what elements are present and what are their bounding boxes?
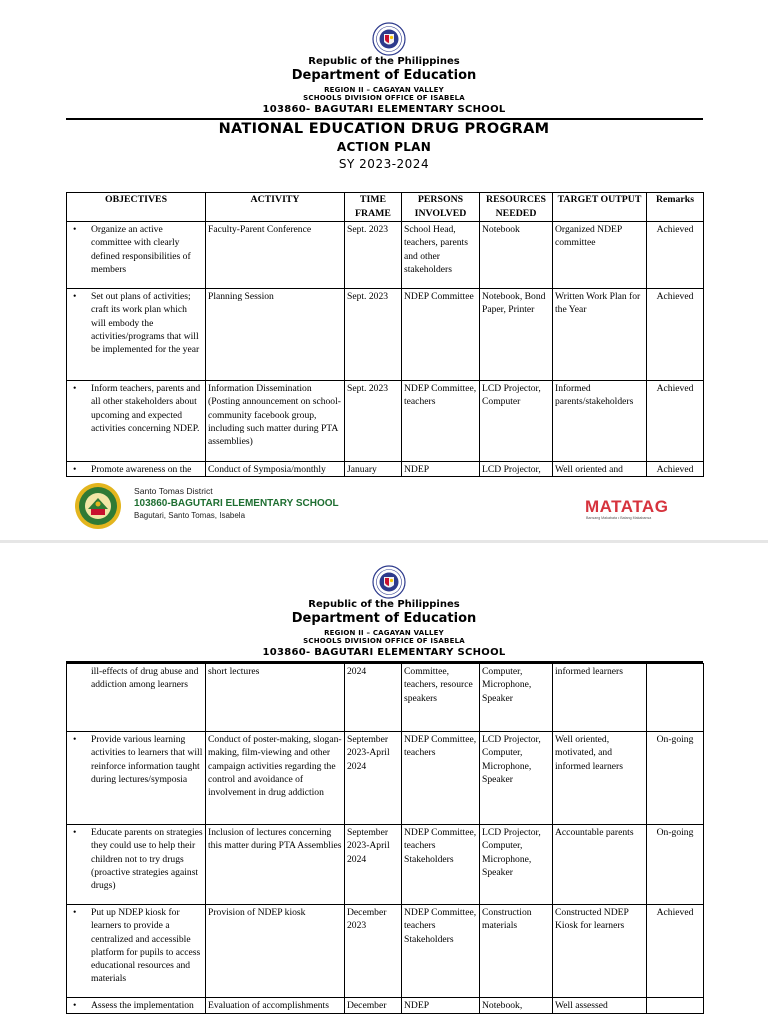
bullet-icon: • xyxy=(73,734,77,745)
cell-target: Organized NDEP committee xyxy=(553,222,647,289)
header-resources: RESOURCES NEEDED xyxy=(480,193,553,222)
cell-time: Sept. 2023 xyxy=(345,381,402,462)
cell-objective: • Inform teachers, parents and all other stakeholders about upcoming and expected activities concerning NDEP. xyxy=(67,381,206,462)
doc-title-program: NATIONAL EDUCATION DRUG PROGRAM xyxy=(218,121,550,137)
header-region: REGION II – CAGAYAN VALLEY xyxy=(324,629,444,637)
cell-activity: Faculty-Parent Conference xyxy=(206,222,345,289)
cell-activity: Information Dissemination (Posting announcement on school-community facebook group, including such matter during PTA assemblies) xyxy=(206,381,345,462)
cell-objective: • Organize an active committee with clearly defined responsibilities of members xyxy=(67,222,206,289)
bullet-icon: • xyxy=(73,464,77,475)
cell-remarks: Achieved xyxy=(647,462,704,477)
bullet-icon: • xyxy=(73,224,77,235)
cell-persons: Committee, teachers, resource speakers xyxy=(402,664,480,732)
cell-remarks xyxy=(647,998,704,1014)
cell-target: Well assessed xyxy=(553,998,647,1014)
doc-title-plan: ACTION PLAN xyxy=(336,140,432,154)
cell-activity: short lectures xyxy=(206,664,345,732)
table-row xyxy=(67,732,704,825)
cell-persons: NDEP Committee, teachers Stakeholders xyxy=(402,905,480,998)
cell-time: September 2023-April 2024 xyxy=(345,732,402,825)
cell-persons: NDEP Committee, teachers xyxy=(402,732,480,825)
cell-remarks: On-going xyxy=(647,732,704,825)
cell-objective: • Provide various learning activities to learners that will reinforce information taught during lectures/symposia xyxy=(67,732,206,825)
matatag-tagline: Bansang Makabata • Batang Makabansa xyxy=(586,516,652,520)
cell-target: Constructed NDEP Kiosk for learners xyxy=(553,905,647,998)
footer-school: 103860-BAGUTARI ELEMENTARY SCHOOL xyxy=(134,498,339,509)
header-republic: Republic of the Philippines xyxy=(308,599,460,610)
cell-activity: Provision of NDEP kiosk xyxy=(206,905,345,998)
cell-target: informed learners xyxy=(553,664,647,732)
header-rule xyxy=(66,118,703,120)
action-plan-table-page1 xyxy=(66,192,704,477)
table-row xyxy=(67,998,704,1014)
header-division: SCHOOLS DIVISION OFFICE OF ISABELA xyxy=(303,94,465,102)
bullet-icon: • xyxy=(73,383,77,394)
header-remarks: Remarks xyxy=(647,193,704,222)
bullet-icon: • xyxy=(73,827,77,838)
cell-persons: School Head, teachers, parents and other stakeholders xyxy=(402,222,480,289)
header-objectives: OBJECTIVES xyxy=(67,193,206,222)
cell-remarks xyxy=(647,664,704,732)
doc-title-sy: SY 2023-2024 xyxy=(338,157,430,171)
cell-resources: Notebook, Bond Paper, Printer xyxy=(480,289,553,381)
cell-resources: Computer, Microphone, Speaker xyxy=(480,664,553,732)
cell-target: Well oriented and xyxy=(553,462,647,477)
cell-time: January xyxy=(345,462,402,477)
cell-objective: ill-effects of drug abuse and addiction among learners xyxy=(67,664,206,732)
header-time-frame: TIME FRAME xyxy=(345,193,402,222)
cell-activity: Conduct of Symposia/monthly xyxy=(206,462,345,477)
cell-target: Well oriented, motivated, and informed learners xyxy=(553,732,647,825)
cell-resources: LCD Projector, xyxy=(480,462,553,477)
cell-objective: • Promote awareness on the xyxy=(67,462,206,477)
header-republic: Republic of the Philippines xyxy=(308,56,460,67)
bullet-icon: • xyxy=(73,907,77,918)
cell-resources: Notebook, xyxy=(480,998,553,1014)
cell-target: Informed parents/stakeholders xyxy=(553,381,647,462)
table-row xyxy=(67,222,704,289)
cell-activity: Planning Session xyxy=(206,289,345,381)
header-school: 103860- BAGUTARI ELEMENTARY SCHOOL xyxy=(262,104,506,115)
table-row xyxy=(67,381,704,462)
document-page-2 xyxy=(0,543,768,1024)
header-division: SCHOOLS DIVISION OFFICE OF ISABELA xyxy=(303,637,465,645)
cell-remarks: Achieved xyxy=(647,905,704,998)
header-persons: PERSONS INVOLVED xyxy=(402,193,480,222)
cell-time: 2024 xyxy=(345,664,402,732)
cell-objective: • Educate parents on strategies they could use to help their children not to try drugs (proactive strategies against drugs) xyxy=(67,825,206,905)
cell-objective: • Put up NDEP kiosk for learners to provide a centralized and accessible platform for pupils to access educational resources and materials xyxy=(67,905,206,998)
cell-time: December xyxy=(345,998,402,1014)
cell-objective: • Set out plans of activities; craft its work plan which will embody the activities/programs that will be implemented for the year xyxy=(67,289,206,381)
cell-remarks: Achieved xyxy=(647,222,704,289)
deped-seal-icon xyxy=(372,22,406,56)
deped-seal-icon xyxy=(372,565,406,599)
action-plan-table-page2 xyxy=(66,663,704,1014)
cell-resources: Construction materials xyxy=(480,905,553,998)
table-row xyxy=(67,462,704,477)
header-target: TARGET OUTPUT xyxy=(553,193,647,222)
footer-district: Santo Tomas District xyxy=(134,486,213,496)
cell-activity: Inclusion of lectures concerning this matter during PTA Assemblies xyxy=(206,825,345,905)
header-school: 103860- BAGUTARI ELEMENTARY SCHOOL xyxy=(262,647,506,658)
cell-persons: NDEP xyxy=(402,998,480,1014)
cell-resources: LCD Projector, Computer xyxy=(480,381,553,462)
cell-resources: LCD Projector, Computer, Microphone, Speaker xyxy=(480,825,553,905)
cell-time: Sept. 2023 xyxy=(345,222,402,289)
cell-time: Sept. 2023 xyxy=(345,289,402,381)
table-row xyxy=(67,905,704,998)
cell-remarks: On-going xyxy=(647,825,704,905)
cell-persons: NDEP Committee, teachers xyxy=(402,381,480,462)
cell-resources: Notebook xyxy=(480,222,553,289)
cell-activity: Evaluation of accomplishments xyxy=(206,998,345,1014)
header-department: Department of Education xyxy=(291,611,477,626)
cell-persons: NDEP Committee xyxy=(402,289,480,381)
school-logo-icon xyxy=(74,482,122,530)
matatag-logo: MATATAG xyxy=(585,497,669,516)
bullet-icon: • xyxy=(73,1000,77,1011)
bullet-icon: • xyxy=(73,291,77,302)
cell-objective: • Assess the implementation xyxy=(67,998,206,1014)
cell-target: Accountable parents xyxy=(553,825,647,905)
cell-time: September 2023-April 2024 xyxy=(345,825,402,905)
cell-persons: NDEP xyxy=(402,462,480,477)
table-header-row xyxy=(67,193,704,222)
table-row xyxy=(67,825,704,905)
header-department: Department of Education xyxy=(291,68,477,83)
footer-address: Bagutari, Santo Tomas, Isabela xyxy=(134,511,246,520)
cell-remarks: Achieved xyxy=(647,289,704,381)
cell-resources: LCD Projector, Computer, Microphone, Speaker xyxy=(480,732,553,825)
cell-remarks: Achieved xyxy=(647,381,704,462)
header-region: REGION II – CAGAYAN VALLEY xyxy=(324,86,444,94)
cell-target: Written Work Plan for the Year xyxy=(553,289,647,381)
table-row xyxy=(67,289,704,381)
cell-time: December 2023 xyxy=(345,905,402,998)
cell-activity: Conduct of poster-making, slogan-making, film-viewing and other campaign activities regarding the control and avoidance of involvement in drug addiction xyxy=(206,732,345,825)
cell-persons: NDEP Committee, teachers Stakeholders xyxy=(402,825,480,905)
header-activity: ACTIVITY xyxy=(206,193,345,222)
table-row xyxy=(67,664,704,732)
